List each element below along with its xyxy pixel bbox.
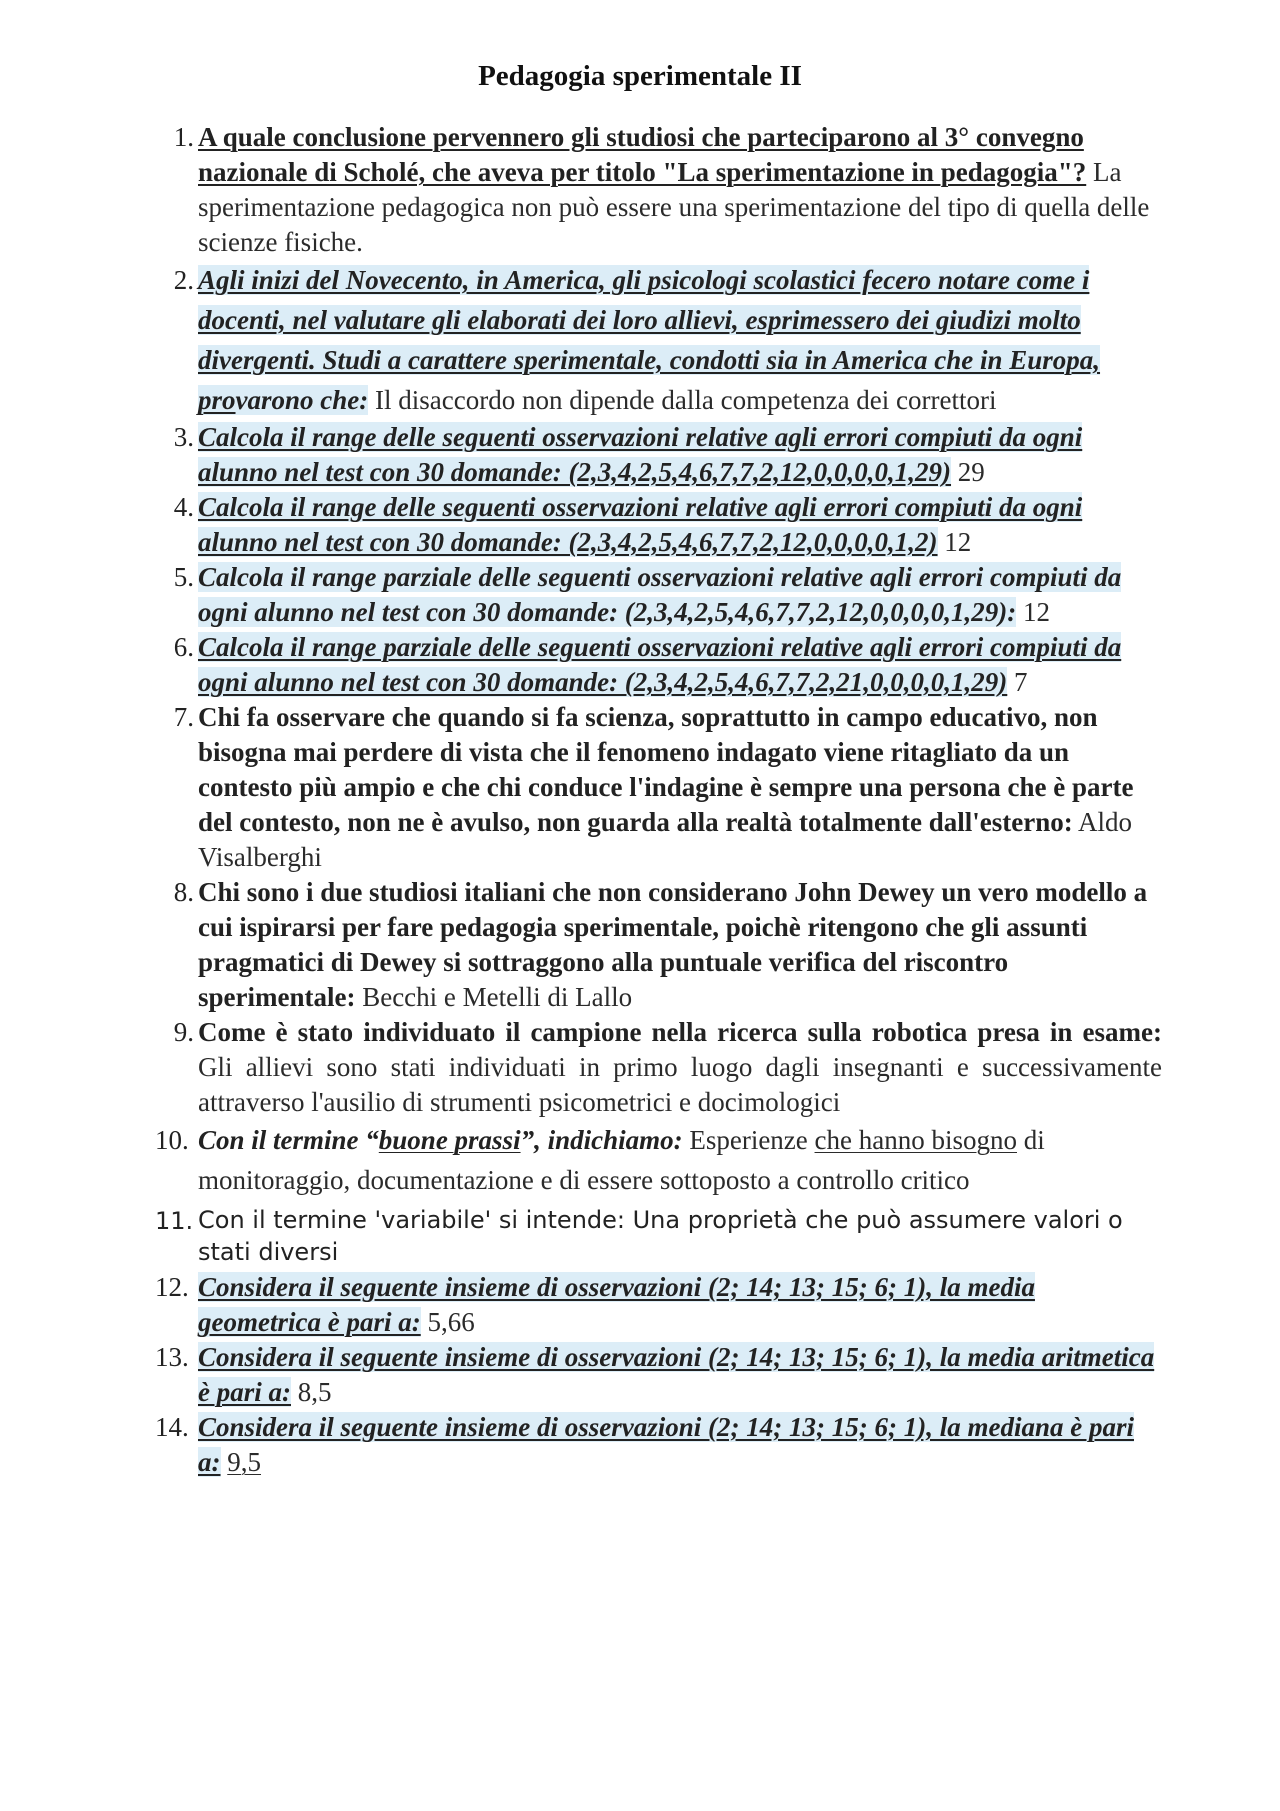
question-text: Considera il seguente insieme di osservazioni (2; 14; 13; 15; 6; 1), la media geometrica è pari a: (198, 1272, 1035, 1337)
question-text-tail: varono che: (235, 385, 369, 415)
answer-text-post: di monitoraggio, documentazione e di essere sottoposto a controllo critico (198, 1125, 1045, 1195)
question-item-14 (0, 1410, 1280, 1480)
question-number: 11. (155, 1207, 194, 1235)
question-text: Calcola il range parziale delle seguenti osservazioni relative agli errori compiuti da ogni alunno nel test con 30 domande: (2,3,4,2,5,4,6,7,7,2,12,0,0,0,0,1,29): (198, 562, 1122, 627)
question-item-8 (0, 875, 1280, 1015)
question-number: 10. (155, 1125, 189, 1155)
question-item-2 (0, 260, 1280, 420)
question-number: 6. (173, 632, 194, 662)
question-term: buone prassi (378, 1125, 521, 1155)
question-item-1 (0, 120, 1280, 260)
answer-text: 8,5 (297, 1377, 332, 1407)
answer-text-pre: Esperienze (689, 1125, 808, 1155)
question-text: Chi fa osservare che quando si fa scienza, soprattutto in campo educativo, non bisogna mai perdere di vista che il fenomeno indagato viene ritagliato da un contesto più ampio e che chi conduce l'indagine è sempre una persona che è parte del contesto, non ne è avulso, non guarda alla realtà totalmente dall'esterno: (198, 702, 1134, 837)
question-text: A quale conclusione pervennero gli studiosi che parteciparono al 3° convegno nazionale di Scholé, che aveva per titolo "La sperimentazione in pedagogia"? (198, 122, 1087, 187)
question-text: Agli inizi del Novecento, in America, gli psicologi scolastici fecero notare come i docenti, nel valutare gli elaborati dei loro allievi, esprimessero dei giudizi molto divergenti. Studi a carattere sperimentale, condotti sia in America che in Europa, pro (198, 265, 1101, 415)
answer-text: 9,5 (227, 1447, 261, 1477)
answer-text: Becchi e Metelli di Lallo (362, 982, 633, 1012)
question-item-6 (0, 630, 1280, 700)
answer-text: Il disaccordo non dipende dalla competenza dei correttori (375, 385, 997, 415)
question-item-13 (0, 1340, 1280, 1410)
answer-text-underlined: che hanno bisogno (814, 1125, 1017, 1155)
question-text: Considera il seguente insieme di osservazioni (2; 14; 13; 15; 6; 1), la media aritmetica è pari a: (198, 1342, 1155, 1407)
answer-text: Aldo Visalberghi (198, 807, 1132, 872)
question-text-post: ”, indichiamo: (520, 1125, 683, 1155)
question-number: 8. (173, 877, 194, 907)
question-number: 3. (173, 422, 194, 452)
question-list (0, 120, 1280, 1480)
question-number: 9. (173, 1017, 194, 1047)
question-number: 1. (173, 122, 194, 152)
question-number: 13. (155, 1342, 189, 1372)
question-number: 4. (173, 492, 194, 522)
question-text-pre: Con il termine “ (198, 1125, 379, 1155)
question-item-9 (0, 1015, 1280, 1120)
question-item-12 (0, 1270, 1280, 1340)
question-text: Chi sono i due studiosi italiani che non considerano John Dewey un vero modello a cui ispirarsi per fare pedagogia sperimentale, poichè ritengono che gli assunti pragmatici di Dewey si sottraggono alla puntuale verifica del riscontro sperimentale: (198, 877, 1148, 1012)
question-item-5 (0, 560, 1280, 630)
question-text: Come è stato individuato il campione nella ricerca sulla robotica presa in esame: (198, 1017, 1162, 1047)
question-number: 14. (155, 1412, 189, 1442)
question-item-11 (0, 1204, 1280, 1268)
question-number: 12. (155, 1272, 189, 1302)
answer-text: 7 (1014, 667, 1028, 697)
question-item-4 (0, 490, 1280, 560)
question-text: Calcola il range delle seguenti osservazioni relative agli errori compiuti da ogni alunno nel test con 30 domande: (2,3,4,2,5,4,6,7,7,2,12,0,0,0,0,1,29) (198, 422, 1083, 487)
question-text: Considera il seguente insieme di osservazioni (2; 14; 13; 15; 6; 1), la mediana è pari a: (198, 1412, 1134, 1477)
question-item-3 (0, 420, 1280, 490)
answer-text: 29 (957, 457, 985, 487)
question-number: 5. (173, 562, 194, 592)
question-text: Calcola il range parziale delle seguenti osservazioni relative agli errori compiuti da ogni alunno nel test con 30 domande: (2,3,4,2,5,4,6,7,7,2,21,0,0,0,0,1,29) (198, 632, 1122, 697)
document-title: Pedagogia sperimentale II (478, 60, 802, 92)
answer-text: 12 (1023, 597, 1051, 627)
answer-text: 12 (944, 527, 972, 557)
question-answer-text: Con il termine 'variabile' si intende: Una proprietà che può assumere valori o stati diversi (198, 1206, 1123, 1266)
question-item-7 (0, 700, 1280, 875)
question-text: Calcola il range delle seguenti osservazioni relative agli errori compiuti da ogni alunno nel test con 30 domande: (2,3,4,2,5,4,6,7,7,2,12,0,0,0,0,1,2) (198, 492, 1083, 557)
question-item-10 (0, 1120, 1280, 1200)
answer-text: La sperimentazione pedagogica non può essere una sperimentazione del tipo di quella delle scienze fisiche. (198, 157, 1150, 257)
answer-text: 5,66 (427, 1307, 475, 1337)
question-number: 2. (173, 265, 194, 295)
answer-text: Gli allievi sono stati individuati in primo luogo dagli insegnanti e successivamente attraverso l'ausilio di strumenti psicometrici e docimologici (198, 1052, 1162, 1117)
question-number: 7. (173, 702, 194, 732)
